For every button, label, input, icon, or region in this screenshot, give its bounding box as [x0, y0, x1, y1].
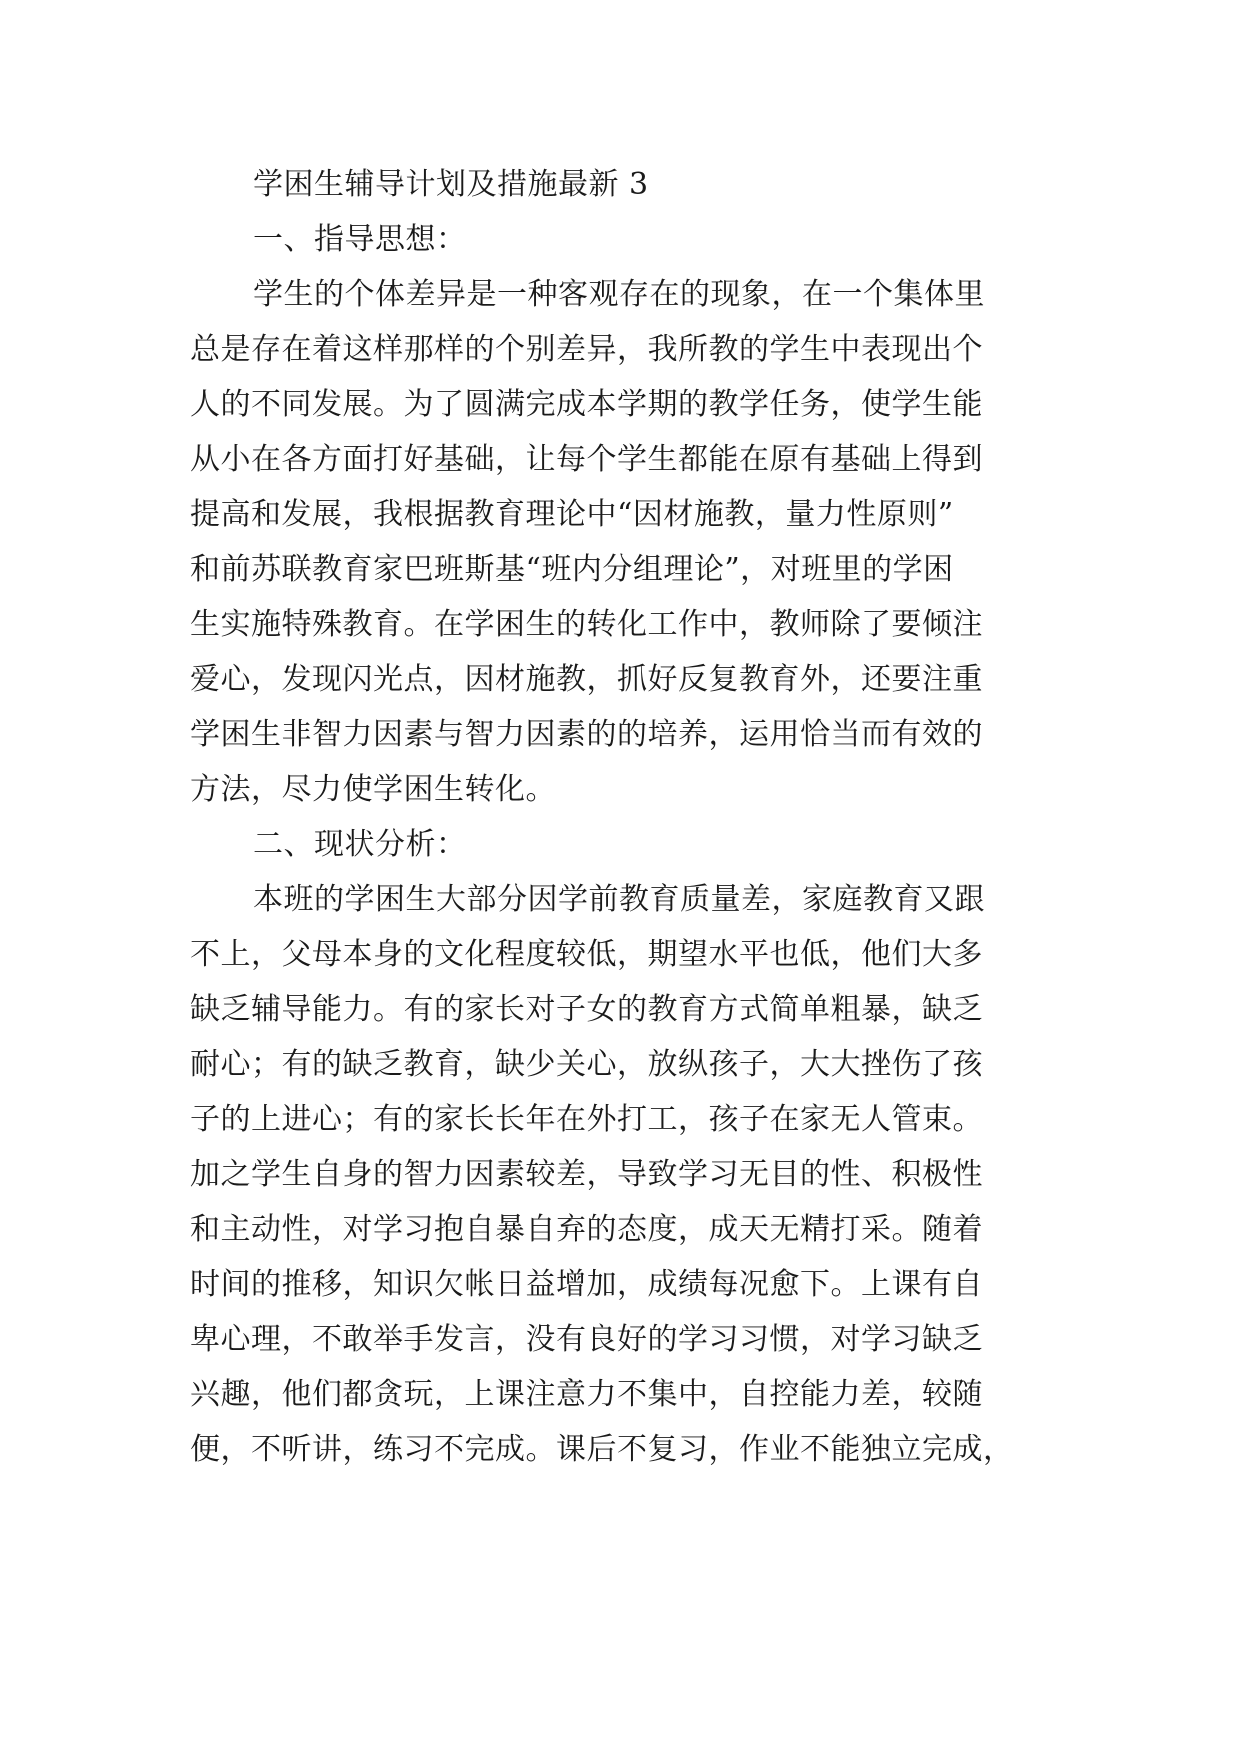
paragraph-line: 兴趣，他们都贪玩，上课注意力不集中，自控能力差，较随 — [190, 1377, 983, 1412]
paragraph-line: 生实施特殊教育。在学困生的转化工作中，教师除了要倾注 — [190, 607, 983, 642]
paragraph-line: 学困生非智力因素与智力因素的的培养，运用恰当而有效的 — [190, 717, 983, 752]
paragraph-line: 学生的个体差异是一种客观存在的现象，在一个集体里 — [253, 277, 985, 312]
paragraph-line: 爱心，发现闪光点，因材施教，抓好反复教育外，还要注重 — [190, 662, 983, 697]
paragraph-line: 和主动性，对学习抱自暴自弃的态度，成天无精打采。随着 — [190, 1212, 983, 1247]
paragraph-line: 卑心理，不敢举手发言，没有良好的学习习惯，对学习缺乏 — [190, 1322, 983, 1357]
paragraph-line: 时间的推移，知识欠帐日益增加，成绩每况愈下。上课有自 — [190, 1267, 983, 1302]
paragraph-line: 子的上进心；有的家长长年在外打工，孩子在家无人管束。 — [190, 1102, 983, 1137]
paragraph-line: 提高和发展，我根据教育理论中“因材施教，量力性原则” — [190, 497, 954, 532]
paragraph-line: 总是存在着这样那样的个别差异，我所教的学生中表现出个 — [190, 332, 983, 367]
paragraph-line: 不上，父母本身的文化程度较低，期望水平也低，他们大多 — [190, 937, 983, 972]
paragraph-line: 从小在各方面打好基础，让每个学生都能在原有基础上得到 — [190, 442, 983, 477]
paragraph-line: 方法，尽力使学困生转化。 — [190, 772, 556, 807]
document-body — [190, 157, 1052, 1477]
section-heading-guiding-thought: 一、指导思想： — [253, 222, 467, 257]
paragraph-line: 耐心；有的缺乏教育，缺少关心，放纵孩子，大大挫伤了孩 — [190, 1047, 983, 1082]
paragraph-line: 人的不同发展。为了圆满完成本学期的教学任务，使学生能 — [190, 387, 983, 422]
paragraph-line: 缺乏辅导能力。有的家长对子女的教育方式简单粗暴，缺乏 — [190, 992, 983, 1027]
paragraph-line: 便，不听讲，练习不完成。课后不复习，作业不能独立完成， — [190, 1432, 1014, 1467]
paragraph-line: 本班的学困生大部分因学前教育质量差，家庭教育又跟 — [253, 882, 985, 917]
section-heading-status-analysis: 二、现状分析： — [253, 827, 467, 862]
document-title: 学困生辅导计划及措施最新 3 — [253, 167, 649, 202]
paragraph-line: 和前苏联教育家巴班斯基“班内分组理论”，对班里的学困 — [190, 552, 954, 587]
paragraph-line: 加之学生自身的智力因素较差，导致学习无目的性、积极性 — [190, 1157, 983, 1192]
